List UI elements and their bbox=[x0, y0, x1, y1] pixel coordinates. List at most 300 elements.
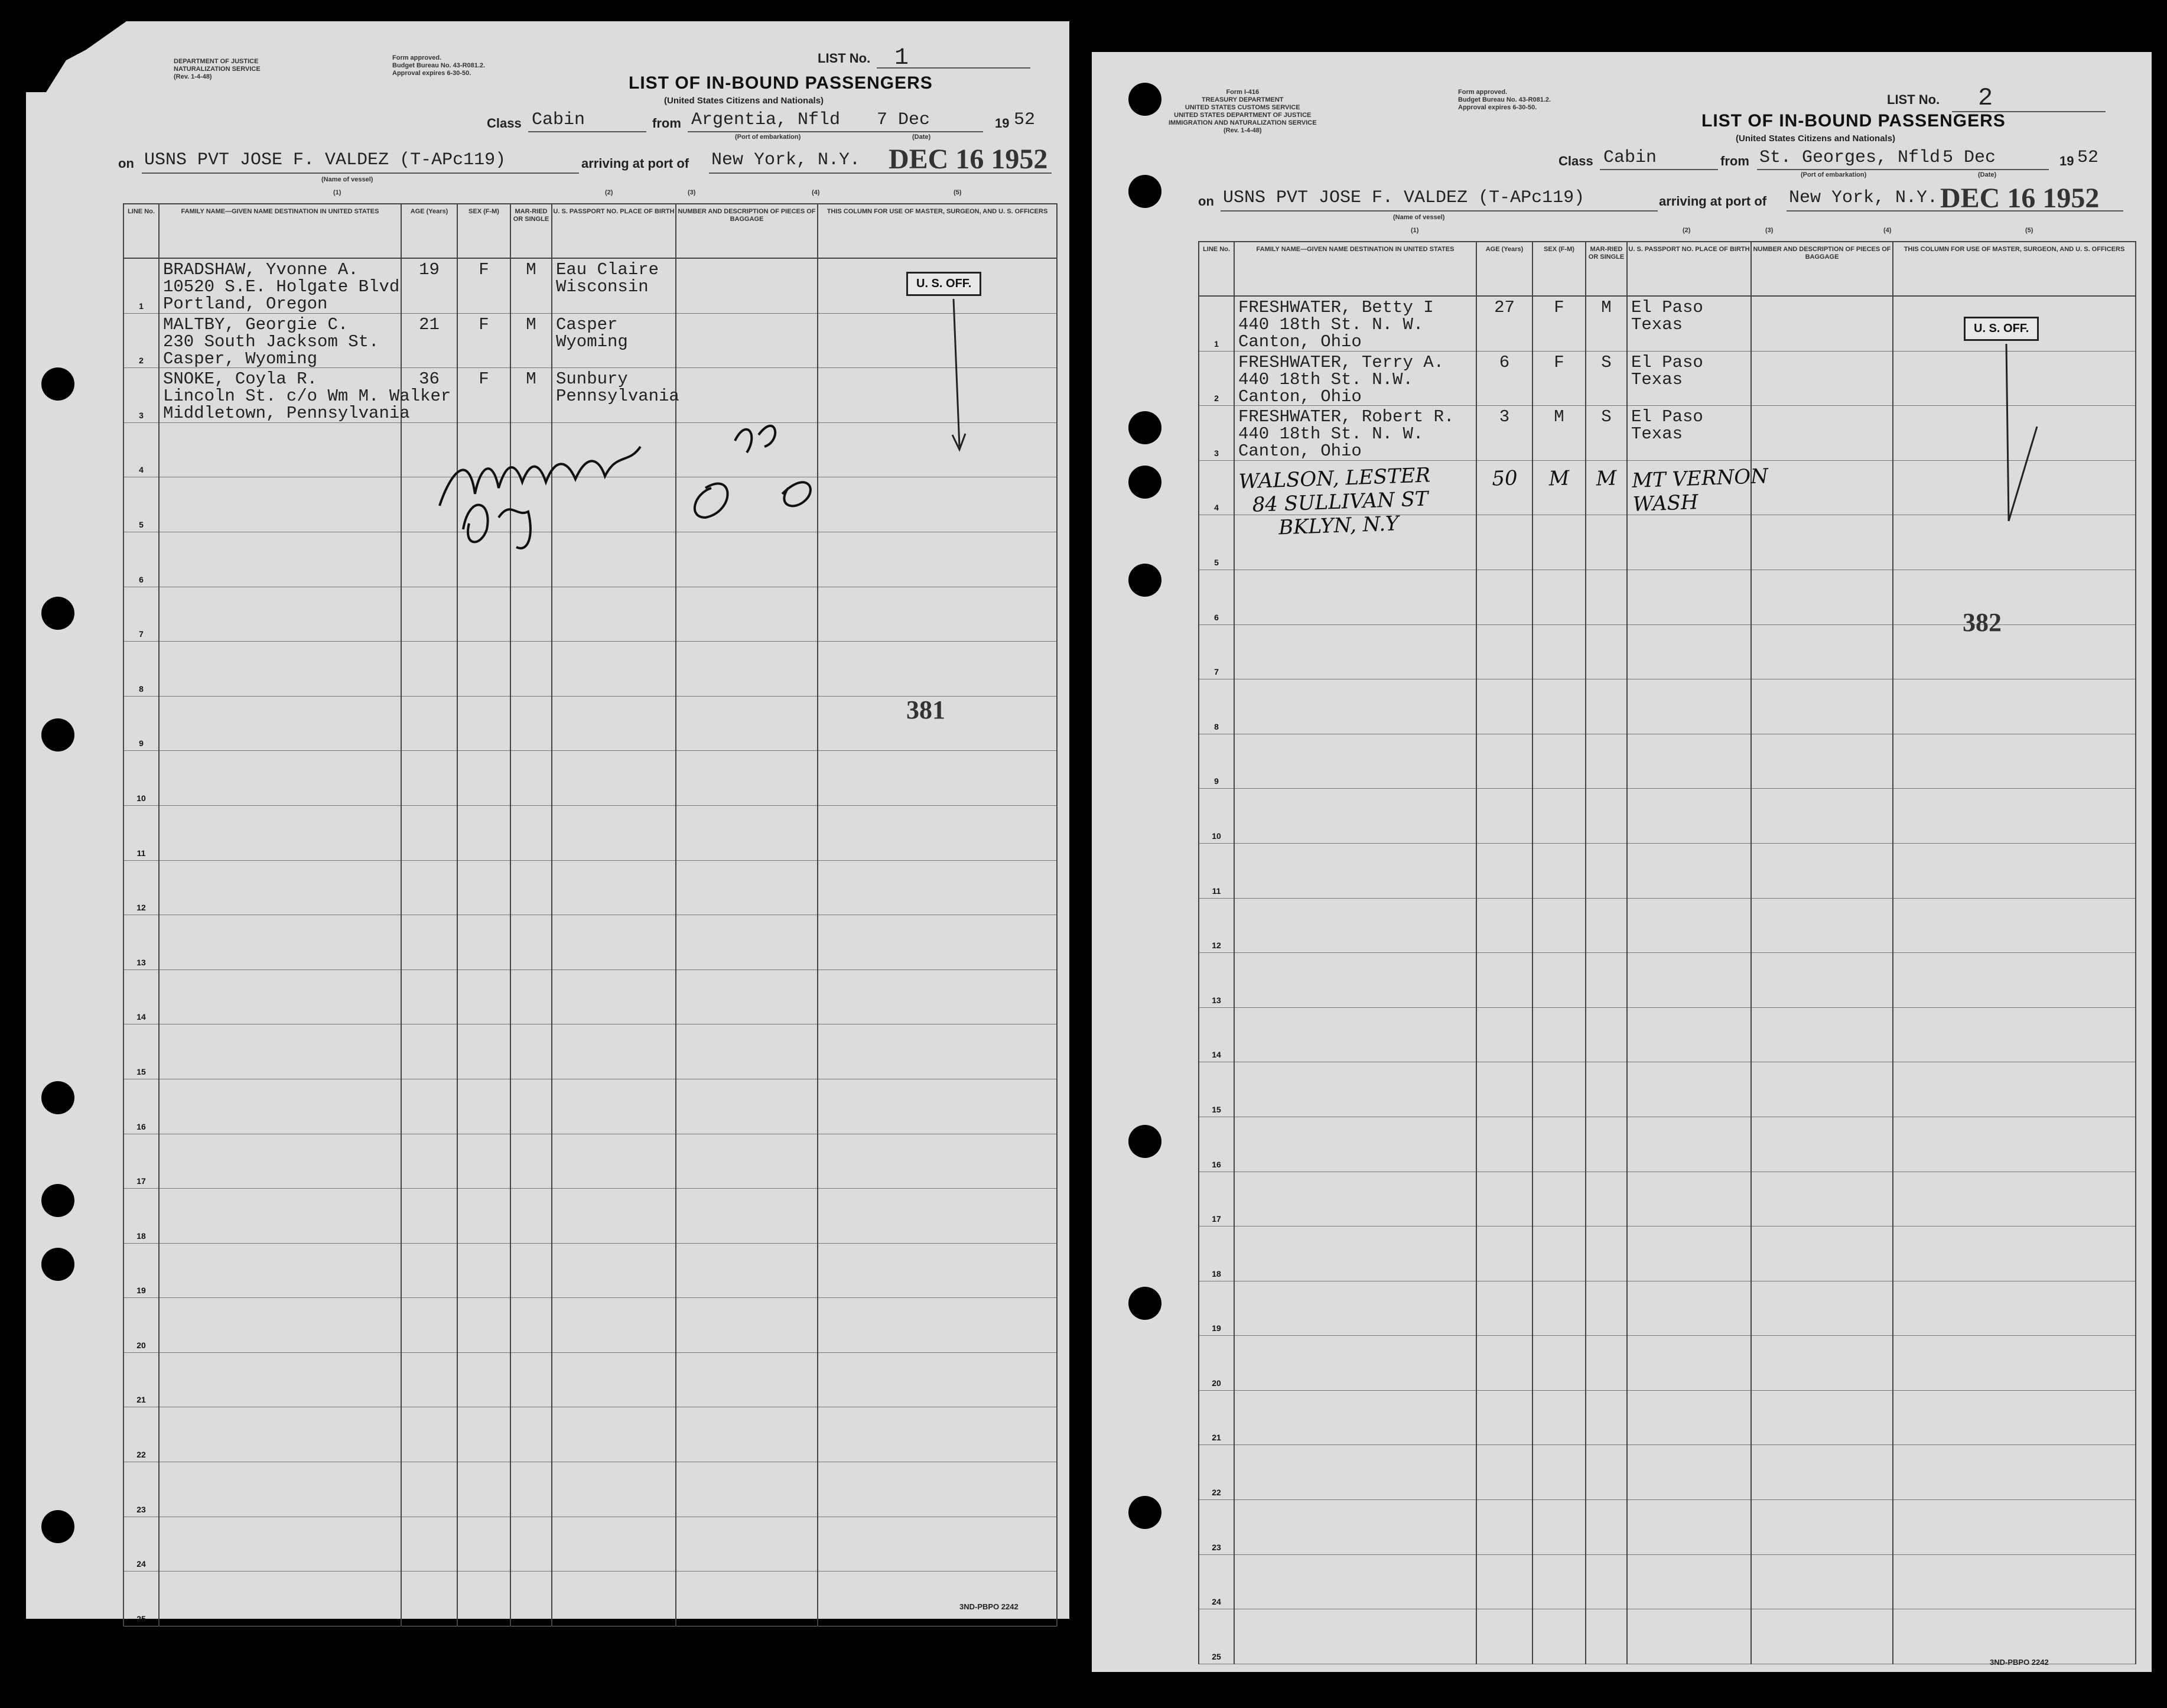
empty-cell bbox=[1893, 1554, 2136, 1609]
table-row bbox=[1199, 1172, 2136, 1226]
empty-cell bbox=[401, 1572, 457, 1626]
line-number: 4 bbox=[123, 422, 159, 477]
table-row bbox=[1199, 1281, 2136, 1336]
empty-cell bbox=[401, 587, 457, 642]
year-prefix: 19 bbox=[995, 116, 1010, 131]
table-row bbox=[123, 1352, 1057, 1407]
empty-cell bbox=[1751, 898, 1893, 953]
empty-cell bbox=[510, 696, 552, 751]
empty-cell bbox=[1476, 1445, 1532, 1500]
empty-cell bbox=[552, 1352, 676, 1407]
manifest-page-left bbox=[26, 21, 1069, 1624]
empty-cell bbox=[1751, 843, 1893, 898]
empty-cell bbox=[457, 1134, 510, 1189]
line-number: 5 bbox=[1199, 515, 1234, 570]
from-label: from bbox=[1720, 154, 1749, 168]
passenger-name-address: SNOKE, Coyla R. Lincoln St. c/o Wm M. Walker Middletown, Pennsylvania bbox=[163, 369, 451, 424]
table-row bbox=[123, 1572, 1057, 1626]
empty-cell bbox=[159, 1298, 401, 1353]
line-number: 9 bbox=[1199, 734, 1234, 789]
header-baggage: NUMBER AND DESCRIPTION OF PIECES OF BAGGAGE bbox=[676, 204, 818, 258]
empty-cell bbox=[676, 1407, 818, 1462]
marital-status: M bbox=[1601, 298, 1612, 317]
empty-cell bbox=[1751, 734, 1893, 789]
empty-cell bbox=[1234, 734, 1476, 789]
empty-cell bbox=[510, 1572, 552, 1626]
empty-cell bbox=[1893, 898, 2136, 953]
empty-cell bbox=[1476, 843, 1532, 898]
empty-cell bbox=[1586, 953, 1627, 1008]
empty-cell bbox=[1532, 1281, 1586, 1336]
list-no-value: 1 bbox=[894, 45, 909, 71]
empty-cell bbox=[1751, 1007, 1893, 1062]
empty-cell bbox=[1751, 1172, 1893, 1226]
table-row bbox=[1199, 351, 2136, 406]
line-number: 18 bbox=[123, 1189, 159, 1244]
table-row bbox=[1199, 1226, 2136, 1281]
empty-cell bbox=[510, 1517, 552, 1572]
line-number: 21 bbox=[123, 1352, 159, 1407]
line-number: 23 bbox=[123, 1462, 159, 1517]
passenger-name-address: BRADSHAW, Yvonne A. 10520 S.E. Holgate Blvd Portland, Oregon bbox=[163, 260, 400, 314]
binder-hole bbox=[1128, 175, 1161, 208]
empty-cell bbox=[1627, 1172, 1751, 1226]
col-num-2: (2) bbox=[605, 189, 613, 196]
empty-cell bbox=[1751, 1062, 1893, 1117]
empty-cell bbox=[1751, 460, 1893, 515]
col-num-1: (1) bbox=[1411, 227, 1419, 234]
port-caption: (Port of embarkation) bbox=[735, 134, 801, 141]
empty-cell bbox=[457, 915, 510, 970]
empty-cell bbox=[1476, 570, 1532, 624]
table-row bbox=[1199, 1500, 2136, 1555]
empty-cell bbox=[1476, 789, 1532, 844]
table-row bbox=[123, 1024, 1057, 1079]
empty-cell bbox=[1234, 570, 1476, 624]
empty-cell bbox=[401, 1189, 457, 1244]
check-mark bbox=[2002, 344, 2049, 533]
empty-cell bbox=[1893, 953, 2136, 1008]
empty-cell bbox=[159, 1462, 401, 1517]
empty-cell bbox=[818, 368, 1057, 423]
empty-cell bbox=[1893, 1500, 2136, 1555]
line-number: 10 bbox=[123, 751, 159, 806]
line-number: 20 bbox=[1199, 1336, 1234, 1391]
line-number: 1 bbox=[1199, 296, 1234, 351]
empty-cell bbox=[1532, 1007, 1586, 1062]
empty-cell bbox=[159, 751, 401, 806]
empty-cell bbox=[1476, 953, 1532, 1008]
empty-cell bbox=[676, 1352, 818, 1407]
empty-cell bbox=[1234, 789, 1476, 844]
empty-cell bbox=[401, 1352, 457, 1407]
place-of-birth: Sunbury Pennsylvania bbox=[556, 369, 679, 406]
header-name: FAMILY NAME—GIVEN NAME DESTINATION IN UNITED STATES bbox=[159, 204, 401, 258]
empty-cell bbox=[1234, 843, 1476, 898]
empty-cell bbox=[818, 805, 1057, 860]
empty-cell bbox=[1586, 1500, 1627, 1555]
empty-cell bbox=[510, 1024, 552, 1079]
header-married: MAR-RIED OR SINGLE bbox=[1586, 242, 1627, 296]
empty-cell bbox=[1532, 843, 1586, 898]
col-num-3: (3) bbox=[688, 189, 696, 196]
empty-cell bbox=[676, 1298, 818, 1353]
empty-cell bbox=[818, 1462, 1057, 1517]
line-number: 15 bbox=[123, 1024, 159, 1079]
empty-cell bbox=[1586, 789, 1627, 844]
place-of-birth: Casper Wyoming bbox=[556, 314, 628, 352]
table-row bbox=[123, 1517, 1057, 1572]
manifest-page-right bbox=[1092, 52, 2152, 1672]
empty-cell bbox=[159, 1079, 401, 1134]
empty-cell bbox=[1893, 1609, 2136, 1664]
empty-cell bbox=[457, 1189, 510, 1244]
table-row bbox=[1199, 1007, 2136, 1062]
table-row bbox=[123, 1407, 1057, 1462]
empty-cell bbox=[1234, 1062, 1476, 1117]
header-agency: Form I-416 TREASURY DEPARTMENT UNITED STATES CUSTOMS SERVICE UNITED STATES DEPARTMENT OF JUSTICE IMMIGRATION AND NATURALIZATION SERVICE (Rev. 1-4-48) bbox=[1169, 89, 1317, 134]
empty-cell bbox=[676, 1517, 818, 1572]
empty-cell bbox=[676, 860, 818, 915]
empty-cell bbox=[401, 1298, 457, 1353]
line-number: 12 bbox=[1199, 898, 1234, 953]
empty-cell bbox=[1476, 734, 1532, 789]
table-row bbox=[1199, 843, 2136, 898]
empty-cell bbox=[1627, 1445, 1751, 1500]
empty-cell bbox=[401, 751, 457, 806]
empty-cell bbox=[510, 1243, 552, 1298]
passenger-sex: M bbox=[1554, 407, 1564, 427]
empty-cell bbox=[1627, 1500, 1751, 1555]
line-number: 7 bbox=[123, 587, 159, 642]
binder-hole bbox=[41, 1510, 74, 1543]
line-number: 3 bbox=[123, 368, 159, 423]
empty-cell bbox=[818, 532, 1057, 587]
empty-cell bbox=[1893, 1062, 2136, 1117]
arriving-label: arriving at port of bbox=[1659, 194, 1767, 209]
binder-hole bbox=[41, 1248, 74, 1281]
empty-cell bbox=[457, 587, 510, 642]
col-num-4: (4) bbox=[812, 189, 820, 196]
empty-cell bbox=[1893, 1117, 2136, 1172]
empty-cell bbox=[552, 587, 676, 642]
on-label: on bbox=[1198, 194, 1214, 209]
empty-cell bbox=[1751, 1117, 1893, 1172]
empty-cell bbox=[457, 1079, 510, 1134]
empty-cell bbox=[1234, 1554, 1476, 1609]
empty-cell bbox=[1586, 570, 1627, 624]
passenger-sex: F bbox=[479, 314, 489, 334]
empty-cell bbox=[1586, 1117, 1627, 1172]
empty-cell bbox=[1532, 734, 1586, 789]
empty-cell bbox=[552, 1079, 676, 1134]
empty-cell bbox=[1532, 1609, 1586, 1664]
empty-cell bbox=[1476, 624, 1532, 679]
page-number: 381 bbox=[906, 695, 945, 724]
empty-cell bbox=[1532, 1500, 1586, 1555]
empty-cell bbox=[1586, 734, 1627, 789]
line-number: 25 bbox=[1199, 1609, 1234, 1664]
empty-cell bbox=[1532, 789, 1586, 844]
place-of-birth: Eau Claire Wisconsin bbox=[556, 260, 659, 297]
line-number: 21 bbox=[1199, 1390, 1234, 1445]
empty-cell bbox=[1751, 406, 1893, 461]
line-number: 22 bbox=[1199, 1445, 1234, 1500]
empty-cell bbox=[401, 1079, 457, 1134]
line-number: 20 bbox=[123, 1298, 159, 1353]
empty-cell bbox=[676, 642, 818, 697]
empty-cell bbox=[401, 1517, 457, 1572]
empty-cell bbox=[1476, 1007, 1532, 1062]
empty-cell bbox=[1627, 953, 1751, 1008]
empty-cell bbox=[1234, 1007, 1476, 1062]
line-number: 1 bbox=[123, 258, 159, 313]
empty-cell bbox=[159, 422, 401, 477]
vessel-caption: (Name of vessel) bbox=[1393, 214, 1445, 221]
empty-cell bbox=[1476, 1609, 1532, 1664]
empty-cell bbox=[1476, 1554, 1532, 1609]
line-number: 13 bbox=[123, 915, 159, 970]
empty-cell bbox=[1627, 1226, 1751, 1281]
passenger-sex: M bbox=[1548, 466, 1570, 491]
table-row bbox=[1199, 953, 2136, 1008]
empty-cell bbox=[1476, 1172, 1532, 1226]
empty-cell bbox=[1627, 624, 1751, 679]
class-value: Cabin bbox=[532, 110, 585, 130]
table-row bbox=[123, 915, 1057, 970]
empty-cell bbox=[1627, 843, 1751, 898]
empty-cell bbox=[159, 805, 401, 860]
empty-cell bbox=[552, 1407, 676, 1462]
passenger-age: 50 bbox=[1491, 466, 1518, 491]
empty-cell bbox=[1586, 1281, 1627, 1336]
vessel-caption: (Name of vessel) bbox=[321, 176, 373, 183]
empty-cell bbox=[159, 1134, 401, 1189]
us-off-stamp: U. S. OFF. bbox=[1964, 317, 2039, 341]
port-caption: (Port of embarkation) bbox=[1801, 171, 1867, 178]
empty-cell bbox=[1586, 1172, 1627, 1226]
empty-cell bbox=[818, 1572, 1057, 1626]
place-of-birth: MT VERNON WASH bbox=[1631, 464, 1769, 516]
place-of-birth: El Paso Texas bbox=[1631, 298, 1703, 334]
empty-cell bbox=[818, 1134, 1057, 1189]
line-number: 16 bbox=[1199, 1117, 1234, 1172]
empty-cell bbox=[676, 696, 818, 751]
class-value: Cabin bbox=[1603, 148, 1657, 168]
line-number: 14 bbox=[1199, 1007, 1234, 1062]
line-number: 16 bbox=[123, 1079, 159, 1134]
torn-corner bbox=[26, 21, 126, 92]
table-row bbox=[123, 1243, 1057, 1298]
empty-cell bbox=[401, 696, 457, 751]
empty-cell bbox=[1586, 515, 1627, 570]
table-row bbox=[1199, 1390, 2136, 1445]
arrival-date-stamp: DEC 16 1952 bbox=[889, 144, 1048, 175]
empty-cell bbox=[159, 1407, 401, 1462]
year-prefix: 19 bbox=[2059, 154, 2074, 168]
handwritten-annotation bbox=[428, 399, 841, 553]
us-off-stamp: U. S. OFF. bbox=[906, 272, 981, 296]
empty-cell bbox=[1532, 1117, 1586, 1172]
table-row bbox=[123, 805, 1057, 860]
empty-cell bbox=[552, 1243, 676, 1298]
empty-cell bbox=[1751, 953, 1893, 1008]
binder-hole bbox=[1128, 1496, 1161, 1529]
empty-cell bbox=[1586, 1007, 1627, 1062]
empty-cell bbox=[1476, 1390, 1532, 1445]
empty-cell bbox=[676, 915, 818, 970]
empty-cell bbox=[1532, 570, 1586, 624]
class-label: Class bbox=[1558, 154, 1593, 168]
col-num-5: (5) bbox=[954, 189, 962, 196]
empty-cell bbox=[457, 751, 510, 806]
empty-cell bbox=[510, 1189, 552, 1244]
line-number: 18 bbox=[1199, 1226, 1234, 1281]
table-row bbox=[123, 1298, 1057, 1353]
line-number: 19 bbox=[1199, 1281, 1234, 1336]
empty-cell bbox=[1893, 789, 2136, 844]
table-row bbox=[1199, 1336, 2136, 1391]
empty-cell bbox=[1532, 1390, 1586, 1445]
binder-hole bbox=[1128, 83, 1161, 116]
empty-cell bbox=[1893, 624, 2136, 679]
empty-cell bbox=[818, 477, 1057, 532]
empty-cell bbox=[457, 1572, 510, 1626]
empty-cell bbox=[552, 1298, 676, 1353]
line-number: 9 bbox=[123, 696, 159, 751]
marital-status: S bbox=[1601, 352, 1612, 372]
empty-cell bbox=[1532, 1172, 1586, 1226]
from-label: from bbox=[652, 116, 681, 131]
date-caption: (Date) bbox=[912, 134, 931, 141]
col-num-3: (3) bbox=[1765, 227, 1774, 234]
empty-cell bbox=[676, 313, 818, 368]
empty-cell bbox=[1893, 1336, 2136, 1391]
arrival-date-stamp: DEC 16 1952 bbox=[1940, 183, 2100, 214]
line-number: 24 bbox=[1199, 1554, 1234, 1609]
empty-cell bbox=[510, 1407, 552, 1462]
empty-cell bbox=[1234, 898, 1476, 953]
empty-cell bbox=[510, 1462, 552, 1517]
port-embarkation: St. Georges, Nfld bbox=[1759, 148, 1941, 168]
empty-cell bbox=[552, 915, 676, 970]
empty-cell bbox=[818, 1517, 1057, 1572]
arrival-port: New York, N.Y. bbox=[711, 150, 861, 170]
empty-cell bbox=[1586, 1226, 1627, 1281]
binder-hole bbox=[41, 718, 74, 751]
empty-cell bbox=[676, 1079, 818, 1134]
table-row bbox=[1199, 460, 2136, 515]
line-number: 25 bbox=[123, 1572, 159, 1626]
class-label: Class bbox=[487, 116, 522, 131]
empty-cell bbox=[676, 805, 818, 860]
binder-hole bbox=[1128, 564, 1161, 597]
binder-hole bbox=[41, 1081, 74, 1114]
passenger-name-address: MALTBY, Georgie C. 230 South Jacksom St. Casper, Wyoming bbox=[163, 314, 379, 369]
empty-cell bbox=[1627, 898, 1751, 953]
col-num-1: (1) bbox=[333, 189, 341, 196]
empty-cell bbox=[401, 1134, 457, 1189]
passenger-age: 27 bbox=[1494, 298, 1515, 317]
form-approval: Form approved. Budget Bureau No. 43-R081.2. Approval expires 6-30-50. bbox=[1458, 89, 1551, 111]
header-sex: SEX (F-M) bbox=[457, 204, 510, 258]
empty-cell bbox=[818, 1243, 1057, 1298]
passenger-name-address: FRESHWATER, Robert R. 440 18th St. N. W. Canton, Ohio bbox=[1238, 407, 1455, 461]
embarkation-date: 5 Dec bbox=[1943, 148, 1996, 168]
col-num-2: (2) bbox=[1683, 227, 1691, 234]
line-number: 22 bbox=[123, 1407, 159, 1462]
header-passport: U. S. PASSPORT NO. PLACE OF BIRTH bbox=[552, 204, 676, 258]
empty-cell bbox=[552, 970, 676, 1024]
line-number: 13 bbox=[1199, 953, 1234, 1008]
empty-cell bbox=[1893, 1390, 2136, 1445]
empty-cell bbox=[1234, 1281, 1476, 1336]
header-officers: THIS COLUMN FOR USE OF MASTER, SURGEON, AND U. S. OFFICERS bbox=[1893, 242, 2136, 296]
empty-cell bbox=[1586, 1445, 1627, 1500]
empty-cell bbox=[457, 1243, 510, 1298]
empty-cell bbox=[1627, 515, 1751, 570]
empty-cell bbox=[1751, 351, 1893, 406]
empty-cell bbox=[457, 1462, 510, 1517]
empty-cell bbox=[1627, 1336, 1751, 1391]
empty-cell bbox=[401, 1024, 457, 1079]
empty-cell bbox=[676, 1189, 818, 1244]
empty-cell bbox=[1893, 1172, 2136, 1226]
empty-cell bbox=[1893, 734, 2136, 789]
empty-cell bbox=[1627, 789, 1751, 844]
empty-cell bbox=[1234, 1609, 1476, 1664]
header-agency: DEPARTMENT OF JUSTICE NATURALIZATION SERVICE (Rev. 1-4-48) bbox=[174, 58, 261, 80]
passenger-name-address: FRESHWATER, Terry A. 440 18th St. N.W. Canton, Ohio bbox=[1238, 352, 1444, 406]
marital-status: M bbox=[526, 260, 536, 279]
header-passport: U. S. PASSPORT NO. PLACE OF BIRTH bbox=[1627, 242, 1751, 296]
empty-cell bbox=[818, 422, 1057, 477]
header-age: AGE (Years) bbox=[1476, 242, 1532, 296]
empty-cell bbox=[510, 751, 552, 806]
empty-cell bbox=[159, 860, 401, 915]
empty-cell bbox=[159, 970, 401, 1024]
empty-cell bbox=[676, 1134, 818, 1189]
table-row bbox=[123, 642, 1057, 697]
line-number: 2 bbox=[1199, 351, 1234, 406]
empty-cell bbox=[401, 1407, 457, 1462]
empty-cell bbox=[159, 1024, 401, 1079]
binder-hole bbox=[1128, 466, 1161, 499]
marital-status: S bbox=[1601, 407, 1612, 427]
table-row bbox=[1199, 1117, 2136, 1172]
table-row bbox=[1199, 1609, 2136, 1664]
line-number: 3 bbox=[1199, 406, 1234, 461]
passenger-age: 3 bbox=[1499, 407, 1510, 427]
header-married: MAR-RIED OR SINGLE bbox=[510, 204, 552, 258]
empty-cell bbox=[1751, 1336, 1893, 1391]
marital-status: M bbox=[1595, 466, 1618, 491]
line-number: 10 bbox=[1199, 789, 1234, 844]
empty-cell bbox=[510, 1298, 552, 1353]
empty-cell bbox=[159, 1517, 401, 1572]
table-row bbox=[1199, 1062, 2136, 1117]
empty-cell bbox=[1627, 679, 1751, 734]
empty-cell bbox=[1234, 1172, 1476, 1226]
empty-cell bbox=[552, 1024, 676, 1079]
empty-cell bbox=[1234, 679, 1476, 734]
empty-cell bbox=[159, 1243, 401, 1298]
empty-cell bbox=[510, 1352, 552, 1407]
marital-status: M bbox=[526, 369, 536, 389]
empty-cell bbox=[159, 1352, 401, 1407]
line-number: 6 bbox=[123, 532, 159, 587]
line-number: 8 bbox=[1199, 679, 1234, 734]
